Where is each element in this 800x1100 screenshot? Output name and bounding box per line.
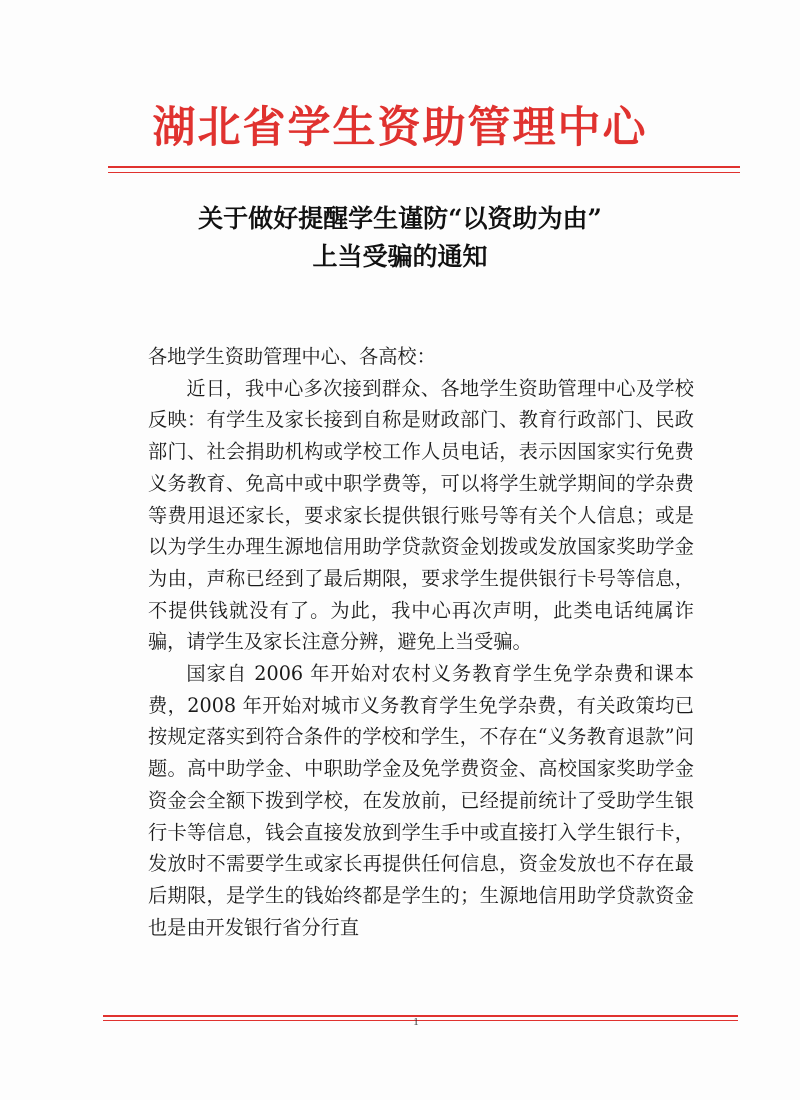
org-letterhead-title: 湖北省学生资助管理中心 (152, 103, 648, 153)
notice-title-line-1: 关于做好提醒学生谨防“以资助为由” (198, 204, 602, 233)
notice-title (0, 200, 800, 276)
notice-body (148, 341, 694, 943)
body-paragraph-1: 近日，我中心多次接到群众、各地学生资助管理中心及学校反映：有学生及家长接到自称是财政部门、教育行政部门、民政部门、社会捐助机构或学校工作人员电话，表示因国家实行免费义务教育、免高中或中职学费等，可以将学生就学期间的学杂费等费用退还家长，要求家长提供银行账号等有关个人信息；或是以为学生办理生源地信用助学贷款资金划拨或发放国家奖助学金为由，声称已经到了最后期限，要求学生提供银行卡号等信息，不提供钱就没有了。为此，我中心再次声明，此类电话纯属诈骗，请学生及家长注意分辨，避免上当受骗。 (148, 376, 694, 654)
notice-title-line-2: 上当受骗的通知 (312, 242, 488, 271)
body-paragraph-2: 国家自 2006 年开始对农村义务教育学生免学杂费和课本费，2008 年开始对城市义务教育学生免学杂费，有关政策均已按规定落实到符合条件的学校和学生，不存在“义务教育退款”问题。高中助学金、中职助学金及免学费资金、高校国家奖助学金资金会全额下拨到学校，在发放前，已经提前统计了受助学生银行卡等信息，钱会直接发放到学生手中或直接打入学生银行卡，发放时不需要学生或家长再提供任何信息，资金发放也不存在最后期限，是学生的钱始终都是学生的；生源地信用助学贷款资金也是由开发银行省分行直 (148, 662, 694, 939)
letterhead-rule-thick (108, 166, 740, 168)
salutation: 各地学生资助管理中心、各高校： (148, 345, 436, 368)
page-number: 1 (413, 1016, 419, 1028)
letterhead-rule-thin (108, 172, 740, 173)
